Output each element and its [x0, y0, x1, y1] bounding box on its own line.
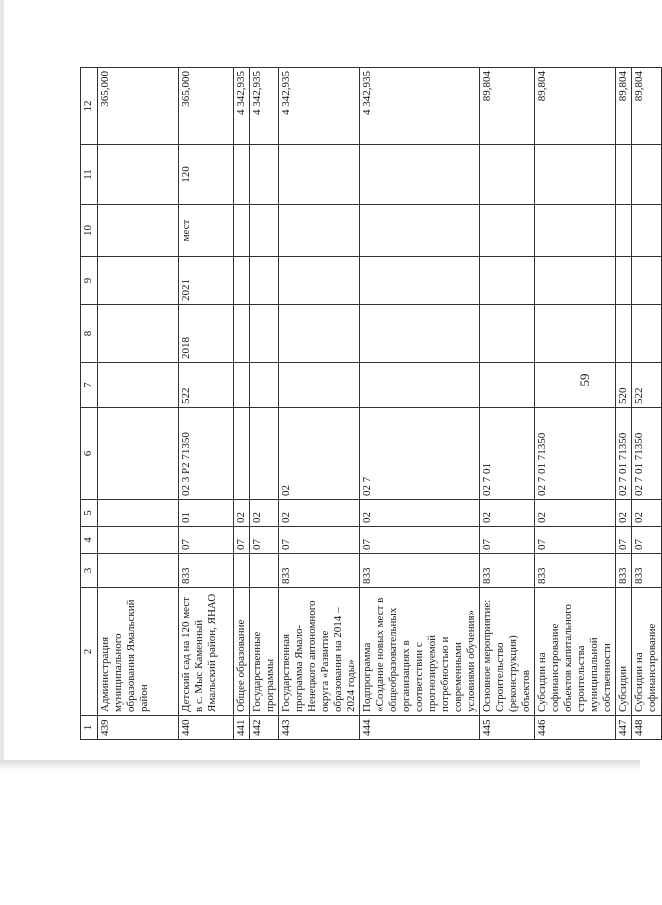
- cell-col4: 07: [480, 527, 535, 554]
- cell-col4: [98, 527, 179, 554]
- cell-amount: 4 342,935: [250, 68, 279, 145]
- cell-col8: 2018: [179, 305, 234, 363]
- cell-col7: [360, 363, 480, 408]
- cell-col3: 833: [632, 554, 662, 588]
- cell-col6: 02 7 01 71350: [616, 408, 632, 500]
- cell-col3: [234, 554, 250, 588]
- cell-col10: [535, 205, 616, 257]
- cell-col6: [98, 408, 179, 500]
- header-cell: 12: [81, 68, 98, 145]
- row-name: Государственная программа Ямало-Ненецкого автономного округа «Развитие образования на 2014 – 2024 годы»: [279, 588, 360, 716]
- row-number: 444: [360, 716, 480, 740]
- row-number: 441: [234, 716, 250, 740]
- rotated-page: [80, 20, 658, 740]
- header-cell: 10: [81, 205, 98, 257]
- cell-col10: [480, 205, 535, 257]
- header-cell: 6: [81, 408, 98, 500]
- cell-col10: [250, 205, 279, 257]
- cell-col11: [279, 145, 360, 205]
- header-cell: 3: [81, 554, 98, 588]
- cell-col11: [535, 145, 616, 205]
- row-number: 443: [279, 716, 360, 740]
- cell-amount: 365,000: [179, 68, 234, 145]
- cell-col3: 833: [535, 554, 616, 588]
- row-number: 439: [98, 716, 179, 740]
- table-row: [179, 68, 234, 740]
- cell-col11: [234, 145, 250, 205]
- cell-col3: 833: [616, 554, 632, 588]
- budget-table: [80, 67, 662, 740]
- page-number: 59: [577, 373, 592, 387]
- cell-col7: [98, 363, 179, 408]
- row-name: Подпрограмма «Создание новых мест в общеобразовательных организациях в соответствии с прогнозируемой потребностью и современными условиями обучения»: [360, 588, 480, 716]
- row-number: 446: [535, 716, 616, 740]
- cell-col9: [250, 257, 279, 305]
- cell-col5: 02: [535, 500, 616, 527]
- cell-col7: 522: [632, 363, 662, 408]
- table-row: [480, 68, 535, 740]
- cell-col6: [234, 408, 250, 500]
- cell-col9: 2021: [179, 257, 234, 305]
- cell-amount: 89,804: [480, 68, 535, 145]
- cell-col3: 833: [480, 554, 535, 588]
- cell-col9: [360, 257, 480, 305]
- cell-amount: 4 342,935: [234, 68, 250, 145]
- cell-col9: [535, 257, 616, 305]
- cell-col10: [234, 205, 250, 257]
- cell-col5: 02: [279, 500, 360, 527]
- header-cell: 4: [81, 527, 98, 554]
- cell-col10: [279, 205, 360, 257]
- cell-col3: 833: [279, 554, 360, 588]
- cell-col9: [98, 257, 179, 305]
- row-name: Субсидии на софинансирование: [632, 588, 662, 716]
- table-row: [250, 68, 279, 740]
- cell-col7: 522: [179, 363, 234, 408]
- cell-col7: [279, 363, 360, 408]
- cell-col6: 02 7 01: [480, 408, 535, 500]
- cell-amount: 89,804: [632, 68, 662, 145]
- cell-col4: 07: [632, 527, 662, 554]
- cell-col4: 07: [234, 527, 250, 554]
- header-cell: 2: [81, 588, 98, 716]
- cell-col10: [98, 205, 179, 257]
- cell-col8: [535, 305, 616, 363]
- cell-amount: 89,804: [616, 68, 632, 145]
- row-number: 447: [616, 716, 632, 740]
- cell-amount: 4 342,935: [360, 68, 480, 145]
- cell-col6: 02 7: [360, 408, 480, 500]
- row-name: Основное мероприятие: Строительство (реконструкция) объектов: [480, 588, 535, 716]
- cell-col5: 02: [360, 500, 480, 527]
- cell-col6: [250, 408, 279, 500]
- row-name: Субсидии на софинансирование объектов капитального строительства муниципальной собственности: [535, 588, 616, 716]
- scan-edge: [0, 0, 4, 760]
- cell-col5: 02: [234, 500, 250, 527]
- cell-col6: 02 3 P2 71350: [179, 408, 234, 500]
- header-cell: 9: [81, 257, 98, 305]
- table-row: [279, 68, 360, 740]
- cell-col8: [632, 305, 662, 363]
- scan-shadow: [0, 760, 640, 770]
- cell-col10: [360, 205, 480, 257]
- row-number: 442: [250, 716, 279, 740]
- cell-col11: [360, 145, 480, 205]
- cell-col4: 07: [250, 527, 279, 554]
- cell-col10: [616, 205, 632, 257]
- row-name: Детский сад на 120 мест в с. Мыс Каменный Ямальский район, ЯНАО: [179, 588, 234, 716]
- cell-col3: [250, 554, 279, 588]
- header-cell: 1: [81, 716, 98, 740]
- header-cell: 8: [81, 305, 98, 363]
- row-name: Государственные программы: [250, 588, 279, 716]
- header-cell: 11: [81, 145, 98, 205]
- row-name: Субсидии: [616, 588, 632, 716]
- cell-col6: 02 7 01 71350: [632, 408, 662, 500]
- cell-amount: 365,000: [98, 68, 179, 145]
- cell-col9: [632, 257, 662, 305]
- cell-col7: [234, 363, 250, 408]
- cell-col4: 07: [616, 527, 632, 554]
- table-row: [360, 68, 480, 740]
- row-number: 445: [480, 716, 535, 740]
- cell-col8: [98, 305, 179, 363]
- cell-col4: 07: [279, 527, 360, 554]
- cell-col3: [98, 554, 179, 588]
- cell-col7: [535, 363, 616, 408]
- cell-col8: [234, 305, 250, 363]
- cell-col6: 02 7 01 71350: [535, 408, 616, 500]
- cell-col7: 520: [616, 363, 632, 408]
- cell-amount: 4 342,935: [279, 68, 360, 145]
- table-row: [234, 68, 250, 740]
- cell-col4: 07: [360, 527, 480, 554]
- row-number: 448: [632, 716, 662, 740]
- header-cell: 7: [81, 363, 98, 408]
- cell-col5: 02: [632, 500, 662, 527]
- cell-col4: 07: [179, 527, 234, 554]
- table-row: [535, 68, 616, 740]
- cell-col3: 833: [179, 554, 234, 588]
- cell-col5: 02: [250, 500, 279, 527]
- cell-col8: [360, 305, 480, 363]
- cell-col3: 833: [360, 554, 480, 588]
- row-number: 440: [179, 716, 234, 740]
- cell-amount: 89,804: [535, 68, 616, 145]
- table-row: [632, 68, 662, 740]
- cell-col5: [98, 500, 179, 527]
- cell-col11: [480, 145, 535, 205]
- row-name: Общее образование: [234, 588, 250, 716]
- header-cell: 5: [81, 500, 98, 527]
- cell-col11: [632, 145, 662, 205]
- cell-col9: [480, 257, 535, 305]
- cell-col4: 07: [535, 527, 616, 554]
- cell-col9: [234, 257, 250, 305]
- cell-col10: [632, 205, 662, 257]
- cell-col5: 01: [179, 500, 234, 527]
- cell-col5: 02: [616, 500, 632, 527]
- cell-col11: [616, 145, 632, 205]
- cell-col6: 02: [279, 408, 360, 500]
- cell-col7: [250, 363, 279, 408]
- cell-col8: [250, 305, 279, 363]
- cell-col9: [616, 257, 632, 305]
- cell-col9: [279, 257, 360, 305]
- cell-col8: [279, 305, 360, 363]
- row-name: Администрация муниципального образования Ямальский район: [98, 588, 179, 716]
- table-header-row: [81, 68, 98, 740]
- table-row: [98, 68, 179, 740]
- cell-col8: [616, 305, 632, 363]
- cell-col10: мест: [179, 205, 234, 257]
- cell-col11: [250, 145, 279, 205]
- cell-col11: [98, 145, 179, 205]
- cell-col5: 02: [480, 500, 535, 527]
- cell-col8: [480, 305, 535, 363]
- cell-col11: 120: [179, 145, 234, 205]
- cell-col7: [480, 363, 535, 408]
- table-row: [616, 68, 632, 740]
